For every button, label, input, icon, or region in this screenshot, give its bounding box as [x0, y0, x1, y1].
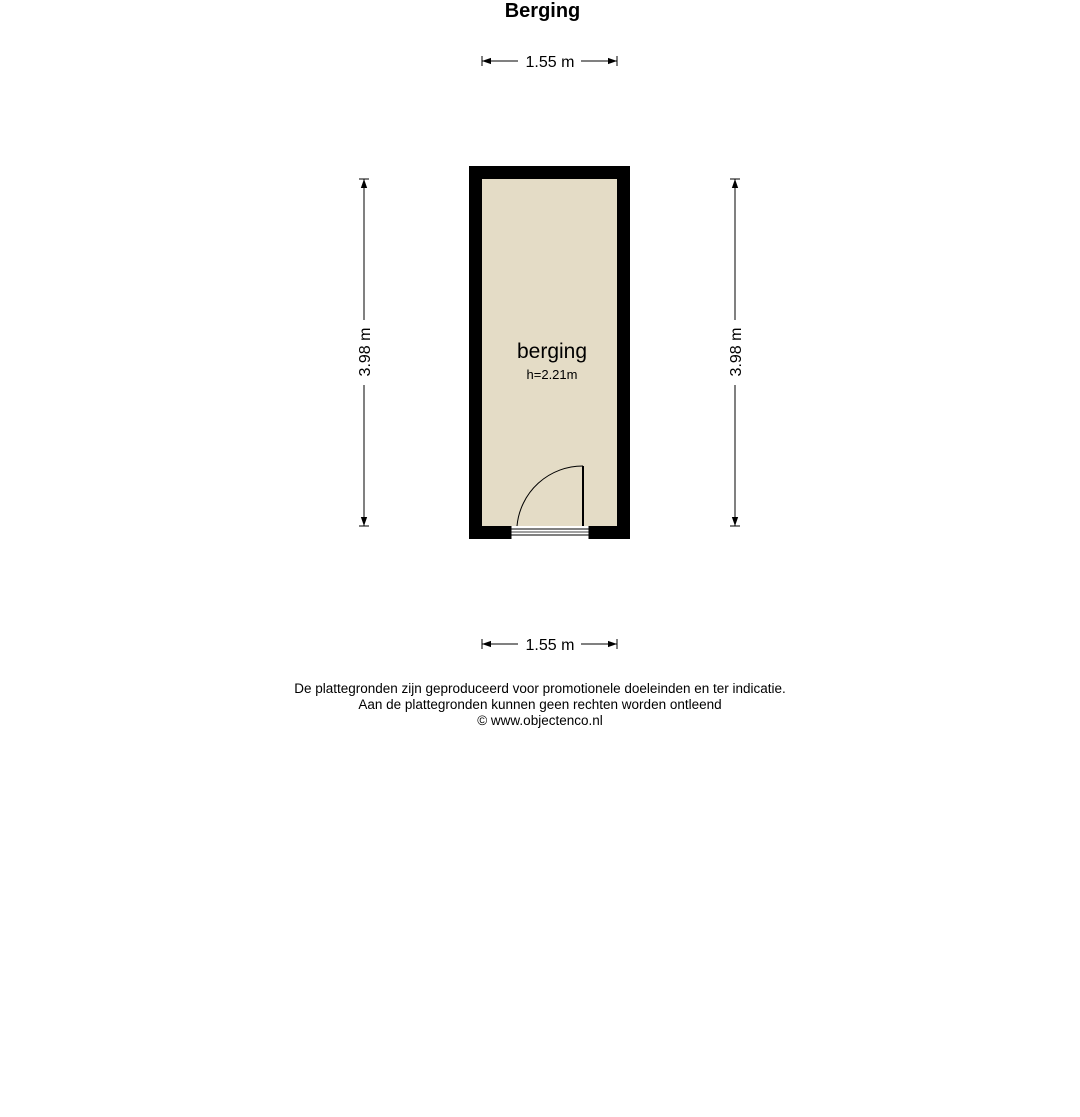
top-width-dimension — [482, 54, 617, 71]
disclaimer — [0, 681, 1080, 729]
top-width-label: 1.55 m — [525, 54, 575, 71]
left-depth-label: 3.98 m — [357, 327, 374, 377]
copyright-line: © www.objectenco.nl — [477, 713, 603, 728]
room-height: h=2.21m — [526, 367, 578, 382]
page-title: Berging — [504, 0, 581, 22]
room-name: berging — [516, 340, 588, 363]
door-opening — [511, 526, 589, 539]
left-depth-dimension — [357, 179, 374, 526]
disclaimer-line-1: De plattegronden zijn geproduceerd voor promotionele doeleinden en ter indicatie. — [294, 681, 786, 696]
disclaimer-line-2: Aan de plattegronden kunnen geen rechten worden ontleend — [358, 697, 722, 712]
bottom-width-dimension — [482, 637, 617, 654]
right-depth-label: 3.98 m — [728, 327, 745, 377]
bottom-width-label: 1.55 m — [525, 637, 575, 654]
right-depth-dimension — [728, 179, 745, 526]
